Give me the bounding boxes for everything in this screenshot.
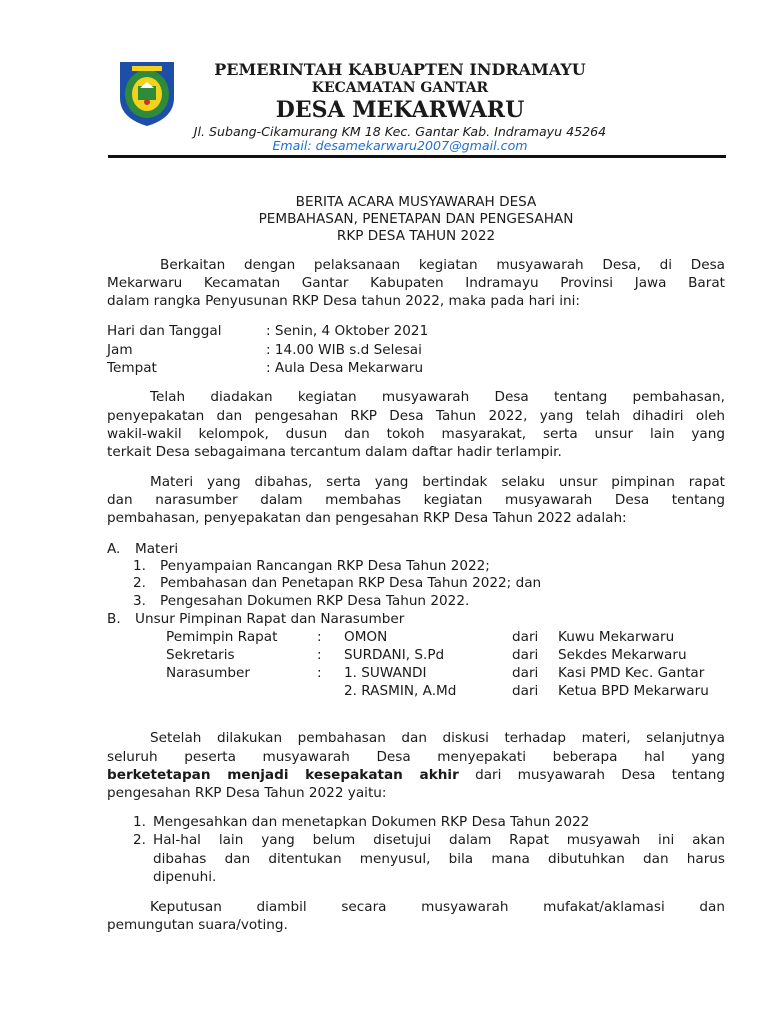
paragraph-line [107,766,725,784]
list-item: Pembahasan dan Penetapan RKP Desa Tahun 2022; dan [160,575,542,591]
colon-cell: : [317,647,322,663]
detail-value: : 14.00 WIB s.d Selesai [266,342,422,358]
section-label: Materi [135,541,179,557]
closing-line: pemungutan suara/voting. [107,917,288,933]
list-number: 3. [133,593,146,609]
header-district: KECAMATAN GANTAR [311,80,489,96]
paragraph-line: Materi yang dibahas, serta yang bertindak selaku unsur pimpinan rapat [150,474,725,490]
colon-cell: : [317,665,322,681]
intro-line: Mekarwaru Kecamatan Gantar Kabupaten Indramayu Provinsi Jawa Barat [107,275,725,291]
org-cell: Ketua BPD Mekarwaru [558,683,709,699]
list-item: dibahas dan ditentukan menyusul, bila mana dibutuhkan dan harus [153,851,725,867]
paragraph-line: pengesahan RKP Desa Tahun 2022 yaitu: [107,785,387,801]
list-item: dipenuhi. [153,869,217,885]
name-cell: 2. RASMIN, A.Md [344,683,457,699]
name-cell: OMON [344,629,388,645]
paragraph-line: wakil-wakil kelompok, dusun dan tokoh masyarakat, serta unsur lain yang [107,426,725,442]
paragraph-line: penyepakatan dan pengesahan RKP Desa Tahun 2022, yang telah dihadiri oleh [107,408,725,424]
header-village: DESA MEKARWARU [275,97,525,123]
from-cell: dari [512,629,539,645]
section-marker: B. [107,611,121,627]
intro-line: Berkaitan dengan pelaksanaan kegiatan musyawarah Desa, di Desa [160,257,725,273]
paragraph-line: pembahasan, penyepakatan dan pengesahan RKP Desa Tahun 2022 adalah: [107,510,627,526]
org-cell: Kasi PMD Kec. Gantar [558,665,705,681]
role-cell: Narasumber [166,665,250,681]
detail-value: : Aula Desa Mekarwaru [266,360,424,376]
header-address: Jl. Subang-Cikamurang KM 18 Kec. Gantar Kab. Indramayu 45264 [193,124,607,139]
paragraph-line: seluruh peserta musyawarah Desa menyepakati beberapa hal yang [107,749,725,765]
bold-phrase: berketetapan menjadi kesepakatan akhir [107,767,459,783]
from-cell: dari [512,665,539,681]
list-item: Pengesahan Dokumen RKP Desa Tahun 2022. [160,593,470,609]
intro-line: dalam rangka Penyusunan RKP Desa tahun 2022, maka pada hari ini: [107,293,580,309]
org-cell: Kuwu Mekarwaru [558,629,675,645]
detail-label: Jam [107,342,133,358]
doc-title-line3: RKP DESA TAHUN 2022 [336,228,496,244]
from-cell: dari [512,647,539,663]
list-item: Mengesahkan dan menetapkan Dokumen RKP Desa Tahun 2022 [153,814,590,830]
list-item: Penyampaian Rancangan RKP Desa Tahun 2022; [160,558,490,574]
header-divider [108,155,726,158]
role-cell: Sekretaris [166,647,235,663]
closing-line: Keputusan diambil secara musyawarah mufakat/aklamasi dan [150,899,725,915]
org-cell: Sekdes Mekarwaru [558,647,687,663]
list-number: 1. [133,558,146,574]
paragraph-line: Setelah dilakukan pembahasan dan diskusi terhadap materi, selanjutnya [150,730,725,746]
header-government: PEMERINTAH KABUAPTEN INDRAMAYU [214,60,586,79]
section-marker: A. [107,541,121,557]
paragraph-line: dan narasumber dalam membahas kegiatan musyawarah Desa tentang [107,492,725,508]
name-cell: SURDANI, S.Pd [344,647,445,663]
role-cell: Pemimpin Rapat [166,629,278,645]
detail-value: : Senin, 4 Oktober 2021 [266,323,429,339]
detail-label: Tempat [107,360,157,376]
from-cell: dari [512,683,539,699]
paragraph-line: Telah diadakan kegiatan musyawarah Desa tentang pembahasan, [150,389,725,405]
list-number: 2. [133,575,146,591]
paragraph-line: terkait Desa sebagaimana tercantum dalam daftar hadir terlampir. [107,444,562,460]
list-number: 1. [133,814,146,830]
name-cell: 1. SUWANDI [344,665,427,681]
list-number: 2. [133,832,146,848]
doc-title-line2: PEMBAHASAN, PENETAPAN DAN PENGESAHAN [258,211,574,227]
detail-label: Hari dan Tanggal [107,323,222,339]
header-email: Email: desamekarwaru2007@gmail.com [272,138,528,153]
paragraph-text: dari musyawarah Desa tentang [458,767,725,783]
doc-title-line1: BERITA ACARA MUSYAWARAH DESA [295,194,537,210]
colon-cell: : [317,629,322,645]
section-label: Unsur Pimpinan Rapat dan Narasumber [135,611,405,627]
list-item: Hal-hal lain yang belum disetujui dalam Rapat musyawah ini akan [153,832,725,848]
